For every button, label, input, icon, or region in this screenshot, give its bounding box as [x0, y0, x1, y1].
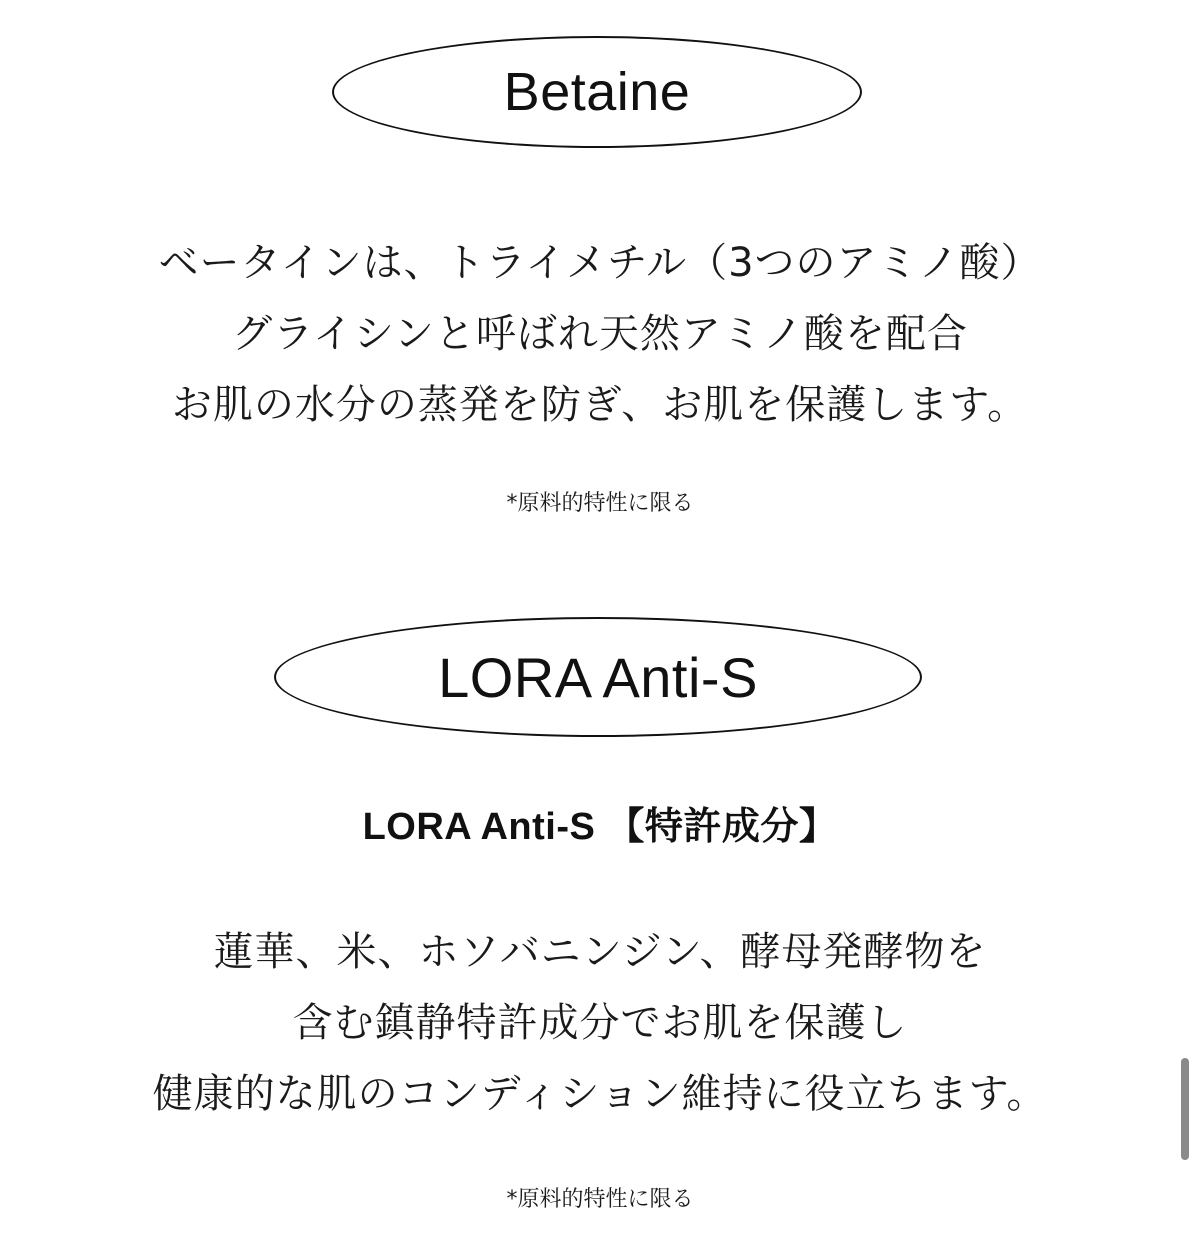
lora-subtitle: LORA Anti-S 【特許成分】 [362, 806, 838, 848]
lora-heading-pill [274, 617, 922, 737]
lora-description-line-2: 含む鎮静特許成分でお肌を保護し [292, 1000, 908, 1046]
betaine-heading-pill [332, 36, 862, 148]
betaine-description-line-1: ベータインは、トライメチル（3つのアミノ酸） [158, 240, 1042, 286]
scrollbar-thumb[interactable] [1181, 1058, 1189, 1160]
betaine-description-line-3: お肌の水分の蒸発を防ぎ、お肌を保護します。 [171, 382, 1029, 428]
betaine-description [0, 228, 1200, 441]
lora-heading: LORA Anti-S [438, 645, 758, 709]
lora-description [0, 917, 1200, 1130]
lora-footnote: *原料的特性に限る [506, 1187, 694, 1212]
lora-description-line-1: 蓮華、米、ホソバニンジン、酵母発酵物を [213, 929, 987, 975]
betaine-heading: Betaine [503, 62, 691, 122]
betaine-footnote: *原料的特性に限る [506, 491, 694, 516]
betaine-description-line-2: グライシンと呼ばれ天然アミノ酸を配合 [232, 311, 968, 357]
lora-description-line-3: 健康的な肌のコンディション維持に役立ちます。 [152, 1071, 1048, 1117]
